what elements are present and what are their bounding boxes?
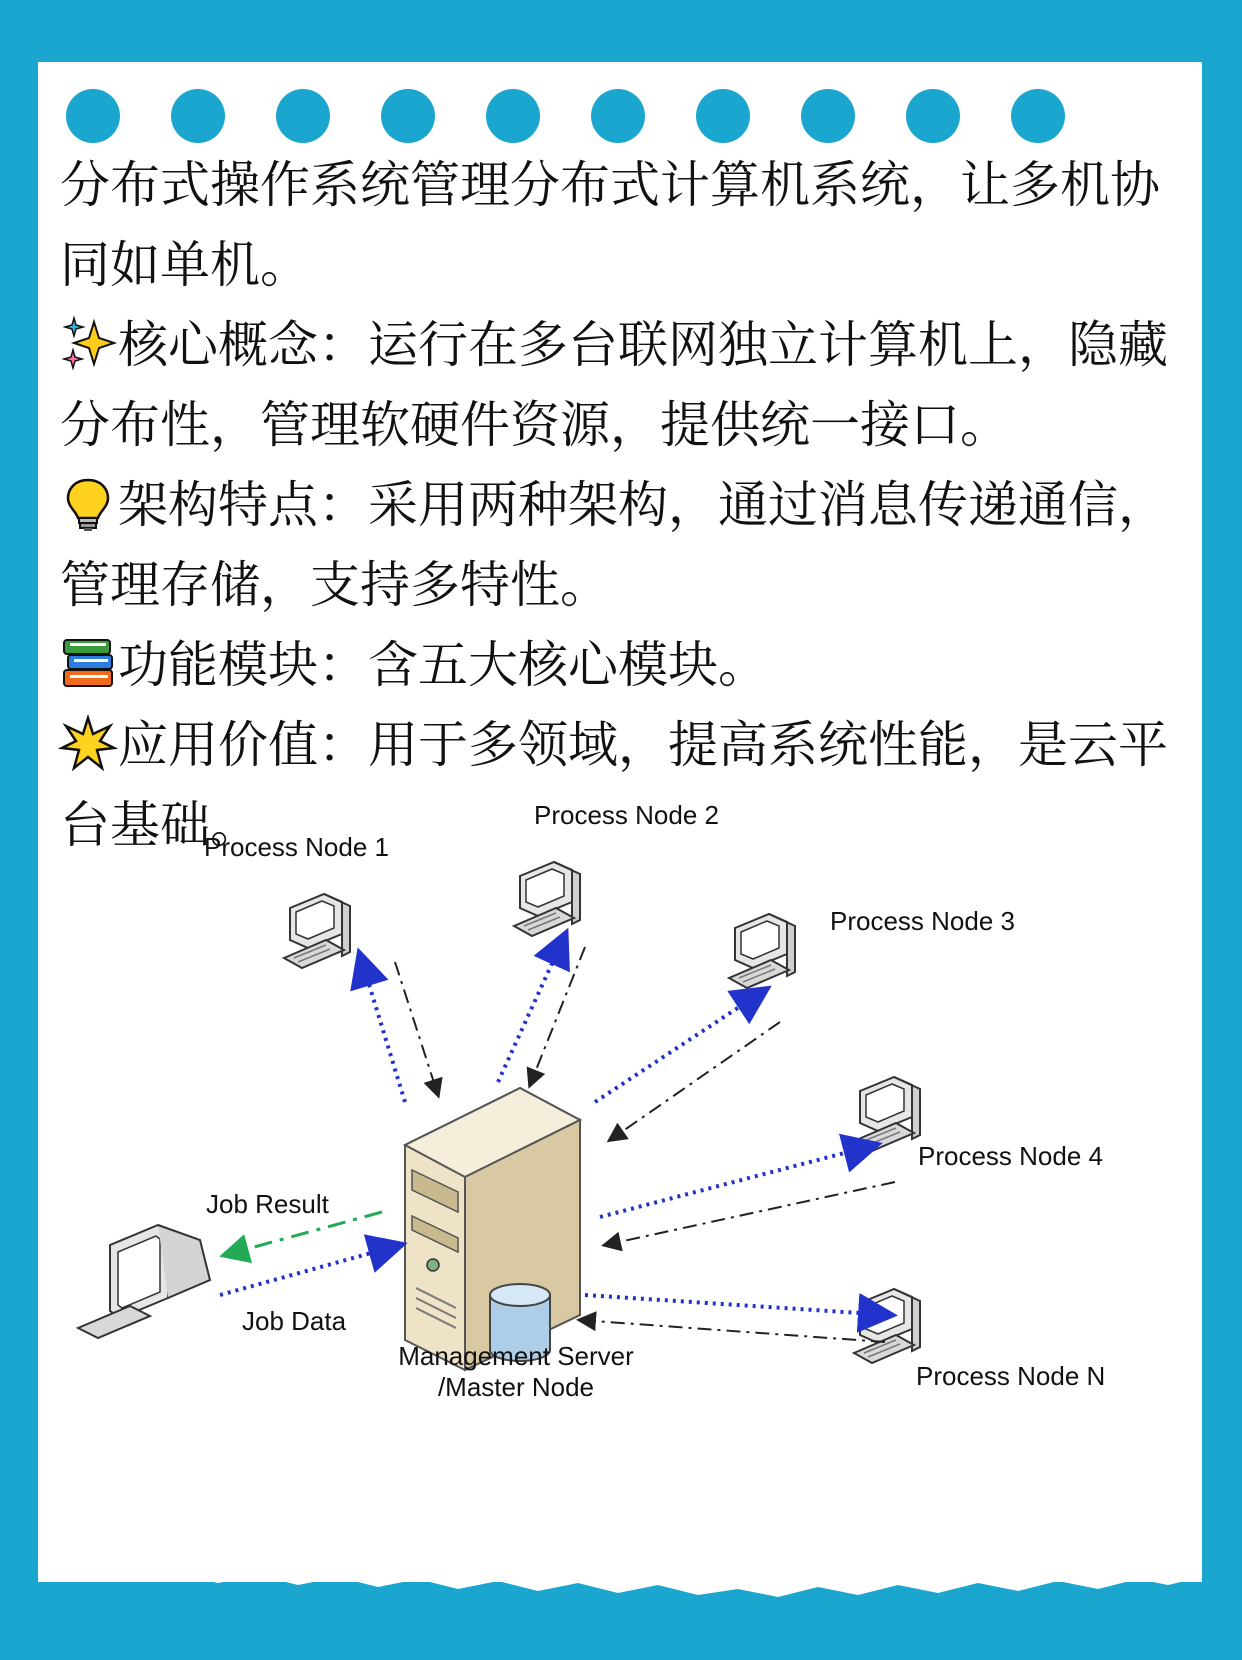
process-node-4-computer	[854, 1077, 920, 1151]
binder-hole	[381, 89, 435, 143]
intro-paragraph: 分布式操作系统管理分布式计算机系统，让多机协同如单机。	[60, 156, 1160, 294]
binder-hole	[1011, 89, 1065, 143]
return-from-node-2	[530, 947, 585, 1085]
binder-hole	[591, 89, 645, 143]
arrow-to-node-n	[585, 1295, 890, 1315]
process-node-n-label: Process Node N	[916, 1361, 1106, 1391]
binder-hole	[486, 89, 540, 143]
binder-holes	[66, 89, 1176, 143]
arrow-to-node-1	[360, 955, 405, 1102]
process-node-n-computer	[854, 1289, 920, 1363]
job-data-label: Job Data	[242, 1306, 347, 1336]
job-data-arrow	[220, 1245, 400, 1295]
arrow-to-node-4	[600, 1145, 875, 1217]
modules-paragraph: 功能模块：含五大核心模块。	[60, 625, 1185, 705]
process-node-1-computer	[284, 894, 350, 968]
article-text	[60, 145, 1185, 865]
process-node-3-label: Process Node 3	[830, 906, 1015, 936]
arrow-to-node-2	[498, 935, 565, 1082]
job-result-label: Job Result	[206, 1189, 329, 1219]
lightbulb-icon	[60, 476, 116, 532]
process-node-3-computer	[729, 914, 795, 988]
sparkles-icon	[60, 316, 116, 372]
server-label-line2: /Master Node	[437, 1372, 595, 1402]
architecture-paragraph: 架构特点：采用两种架构，通过消息传递通信，管理存储，支持多特性。	[60, 476, 1168, 614]
binder-hole	[906, 89, 960, 143]
return-from-node-4	[605, 1182, 895, 1245]
return-from-node-n	[580, 1320, 885, 1342]
server-label-line1: Management Server	[398, 1341, 634, 1371]
client-computer	[78, 1225, 210, 1338]
process-node-2-label: Process Node 2	[534, 800, 719, 830]
core-concept-paragraph: 核心概念：运行在多台联网独立计算机上，隐藏分布性，管理软硬件资源，提供统一接口。	[60, 316, 1168, 454]
value-paragraph: 应用价值：用于多领域，提高系统性能，是云平台基础。	[60, 716, 1168, 854]
binder-hole	[276, 89, 330, 143]
return-from-node-3	[610, 1022, 780, 1140]
binder-hole	[66, 89, 120, 143]
architecture-diagram	[60, 800, 1190, 1500]
arrow-to-node-3	[595, 990, 765, 1102]
binder-hole	[801, 89, 855, 143]
star-burst-icon	[60, 716, 116, 772]
process-node-1-label: Process Node 1	[204, 832, 389, 862]
process-node-4-label: Process Node 4	[918, 1141, 1103, 1171]
binder-hole	[696, 89, 750, 143]
books-icon	[60, 636, 116, 692]
return-from-node-1	[395, 962, 438, 1095]
torn-paper-edge	[38, 1555, 1202, 1615]
process-node-2-computer	[514, 862, 580, 936]
binder-hole	[171, 89, 225, 143]
